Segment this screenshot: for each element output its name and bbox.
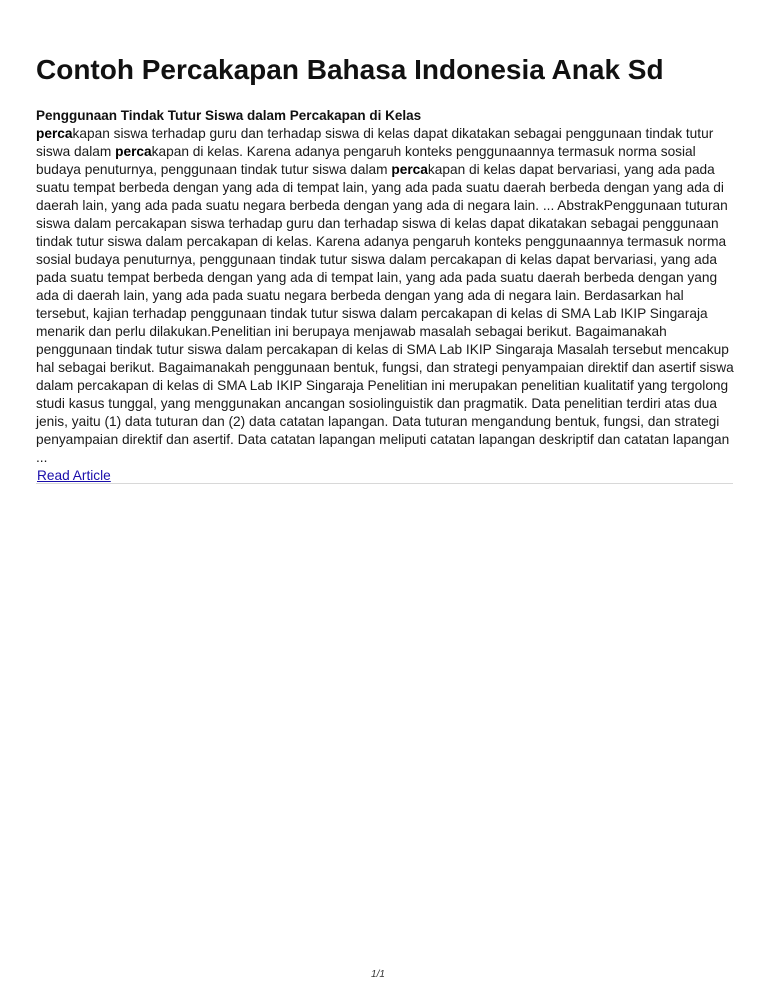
body-text: kapan di kelas. Karena adanya pengaruh konteks penggunaannya termasuk norma sosial budaya penuturnya, penggunaan tindak tutur siswa dalam (36, 144, 696, 177)
article-body (36, 125, 736, 467)
body-text: kapan siswa terhadap guru dan terhadap siswa di kelas dapat dikatakan sebagai penggunaan tindak tutur siswa dalam (36, 126, 714, 159)
read-article-link[interactable]: Read Article (37, 468, 111, 483)
divider (36, 483, 733, 484)
page-title: Contoh Percakapan Bahasa Indonesia Anak Sd (36, 54, 664, 85)
article-heading: Penggunaan Tindak Tutur Siswa dalam Percakapan di Kelas (36, 108, 422, 123)
body-highlight: perca (391, 162, 428, 177)
article-entry (36, 107, 736, 485)
body-highlight: perca (36, 126, 73, 141)
body-text: kapan di kelas dapat bervariasi, yang ada pada suatu tempat berbeda dengan yang ada di tempat lain, yang ada pada suatu daerah berbeda dengan yang ada di daerah lain, yang ada pada suatu negara berbeda dengan yang ada di negara lain. ... AbstrakPenggunaan tuturan siswa dalam percakapan siswa terhadap guru dan terhadap siswa di kelas dapat dikatakan sebagai penggunaan tindak tutur siswa dalam percakapan di kelas. Karena adanya pengaruh konteks penggunaannya termasuk norma sosial budaya penuturnya, penggunaan tindak tutur siswa dalam percakapan di kelas dapat bervariasi, yang ada pada suatu tempat berbeda dengan yang ada di tempat lain, yang ada pada suatu daerah berbeda dengan yang ada di daerah lain, yang ada pada suatu negara berbeda dengan yang ada di negara lain. Berdasarkan hal tersebut, kajian terhadap penggunaan tindak tutur siswa dalam percakapan di kelas di SMA Lab IKIP Singaraja menarik dan perlu dilakukan.Penelitian ini berupaya menjawab masalah sebagai berikut. Bagaimanakah penggunaan tindak tutur siswa dalam percakapan di kelas di SMA Lab IKIP Singaraja Masalah tersebut mencakup hal sebagai berikut. Bagaimanakah penggunaan bentuk, fungsi, dan strategi penyampaian direktif dan asertif siswa dalam percakapan di kelas di SMA Lab IKIP Singaraja Penelitian ini merupakan penelitian kualitatif yang tergolong studi kasus tunggal, yang menggunakan ancangan sosiolinguistik dan pragmatik. Data penelitian terdiri atas dua jenis, yaitu (1) data tuturan dan (2) data catatan lapangan. Data tuturan mengandung bentuk, fungsi, dan strategi penyampaian direktif dan asertif. Data catatan lapangan meliputi catatan lapangan deskriptif dan catatan lapangan ... (36, 162, 734, 465)
page-number: 1/1 (371, 969, 385, 980)
body-highlight: perca (115, 144, 152, 159)
